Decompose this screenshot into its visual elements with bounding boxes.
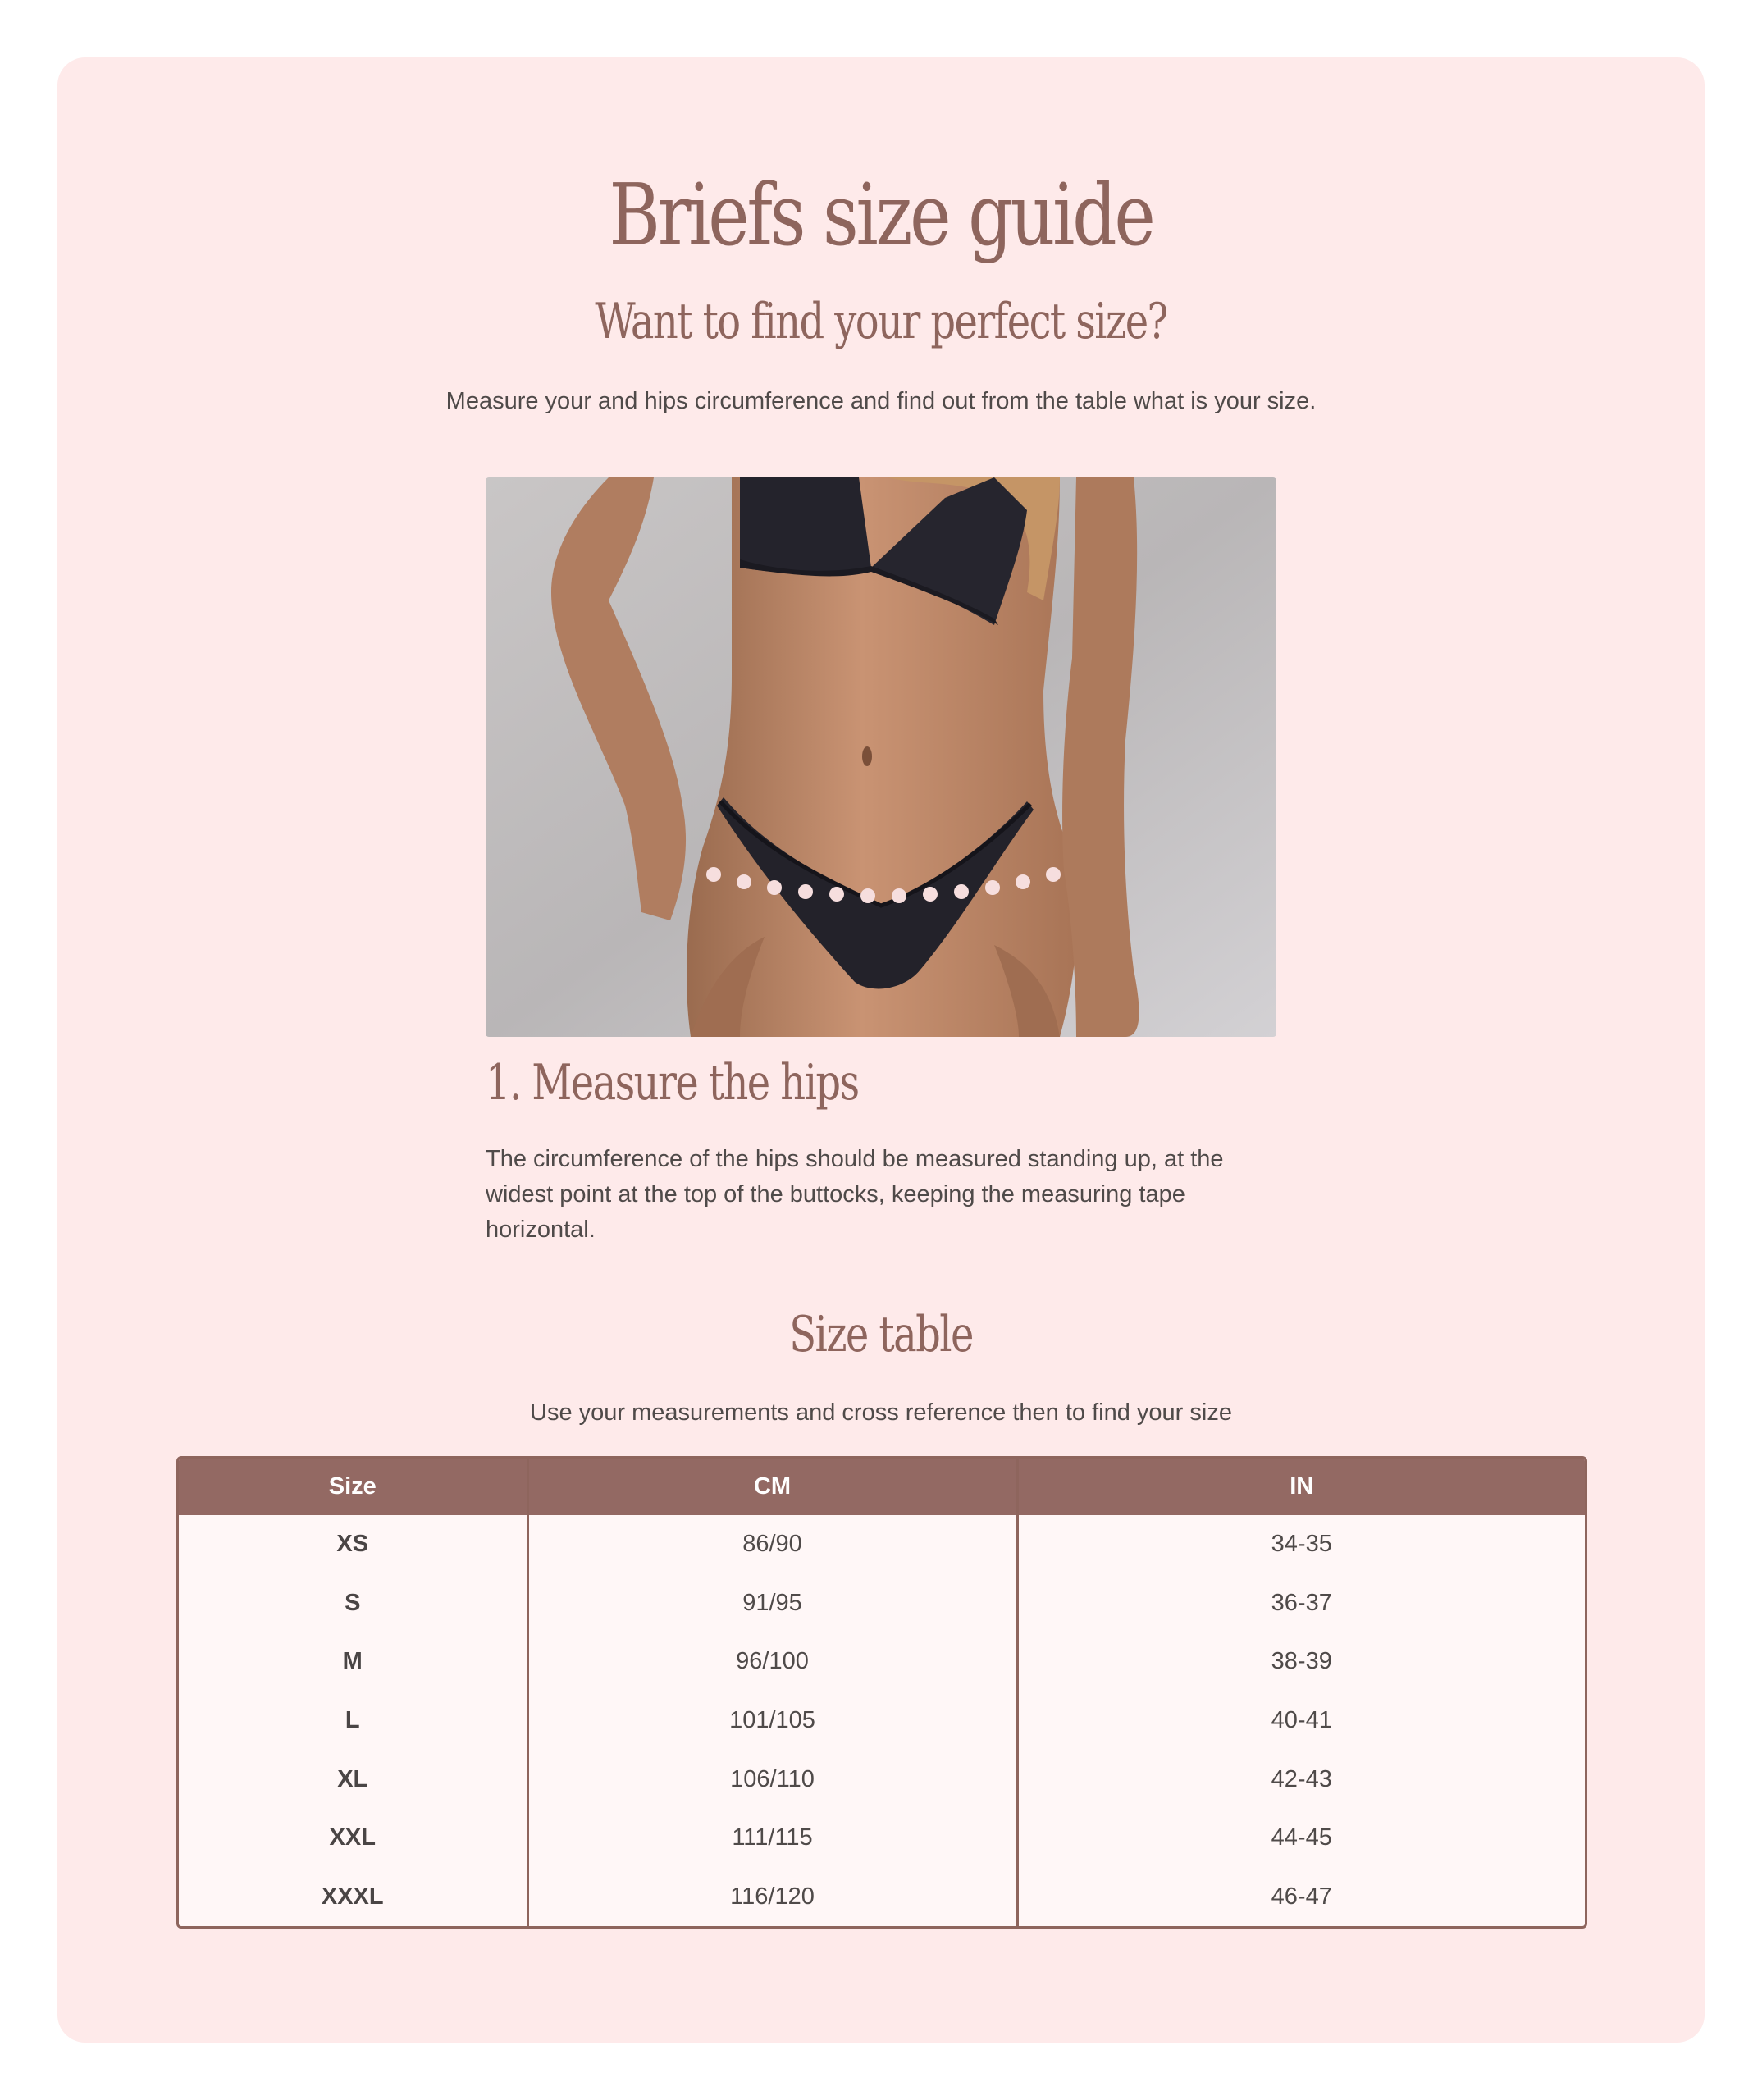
measure-dot [954, 884, 969, 899]
measure-dot [1016, 874, 1030, 889]
measure-dot [892, 888, 906, 903]
size-table [176, 1456, 1587, 1929]
in-cell: 36-37 [1017, 1574, 1585, 1633]
cm-cell: 101/105 [527, 1691, 1017, 1751]
size-cell: XL [337, 1765, 368, 1792]
header-cm: CM [527, 1459, 1017, 1515]
cm-cell: 106/110 [527, 1750, 1017, 1809]
size-table-subtitle: Use your measurements and cross reference then to find your size [530, 1399, 1232, 1426]
measure-dot [767, 880, 782, 895]
table-row [179, 1691, 1585, 1751]
size-cell: M [342, 1648, 363, 1675]
table-row [179, 1632, 1585, 1691]
measure-dot [985, 880, 1000, 895]
table-header-row [179, 1459, 1585, 1515]
cm-cell: 91/95 [527, 1574, 1017, 1633]
model-hips-photo [486, 477, 1276, 1037]
table-row [179, 1809, 1585, 1868]
in-cell: 38-39 [1017, 1632, 1585, 1691]
table-row [179, 1515, 1585, 1574]
measure-dot [1046, 867, 1061, 882]
measure-dot [829, 887, 844, 902]
header-size: Size [179, 1459, 527, 1515]
page-title: Briefs size guide [609, 165, 1153, 265]
size-guide-card [57, 57, 1705, 2043]
size-cell: S [345, 1589, 361, 1616]
cm-cell: 111/115 [527, 1809, 1017, 1868]
in-cell: 46-47 [1017, 1868, 1585, 1927]
size-cell: XXXL [321, 1883, 384, 1910]
cm-cell: 96/100 [527, 1632, 1017, 1691]
intro-text: Measure your and hips circumference and find out from the table what is your size. [445, 388, 1317, 414]
step-title: 1. Measure the hips [486, 1054, 859, 1112]
measure-dot [706, 867, 721, 882]
cm-cell: 116/120 [527, 1868, 1017, 1927]
table-row [179, 1868, 1585, 1927]
table-row [179, 1750, 1585, 1809]
in-cell: 44-45 [1017, 1809, 1585, 1868]
header-in: IN [1017, 1459, 1585, 1515]
measure-dot [860, 888, 875, 903]
cm-cell: 86/90 [527, 1515, 1017, 1574]
size-cell: L [345, 1707, 360, 1734]
in-cell: 42-43 [1017, 1750, 1585, 1809]
size-cell: XXL [329, 1824, 376, 1851]
measure-dots [486, 477, 1276, 1037]
table-row [179, 1574, 1585, 1633]
measure-dot [798, 884, 813, 899]
measure-dot [923, 887, 938, 902]
step-description: The circumference of the hips should be measured standing up, at the widest point at the top of the buttocks, keeping the measuring tape horizontal. [486, 1146, 1224, 1243]
page-subtitle: Want to find your perfect size? [595, 293, 1167, 350]
size-table-title: Size table [789, 1306, 973, 1363]
measure-dot [737, 874, 751, 889]
in-cell: 40-41 [1017, 1691, 1585, 1751]
size-cell: XS [336, 1531, 369, 1558]
in-cell: 34-35 [1017, 1515, 1585, 1574]
